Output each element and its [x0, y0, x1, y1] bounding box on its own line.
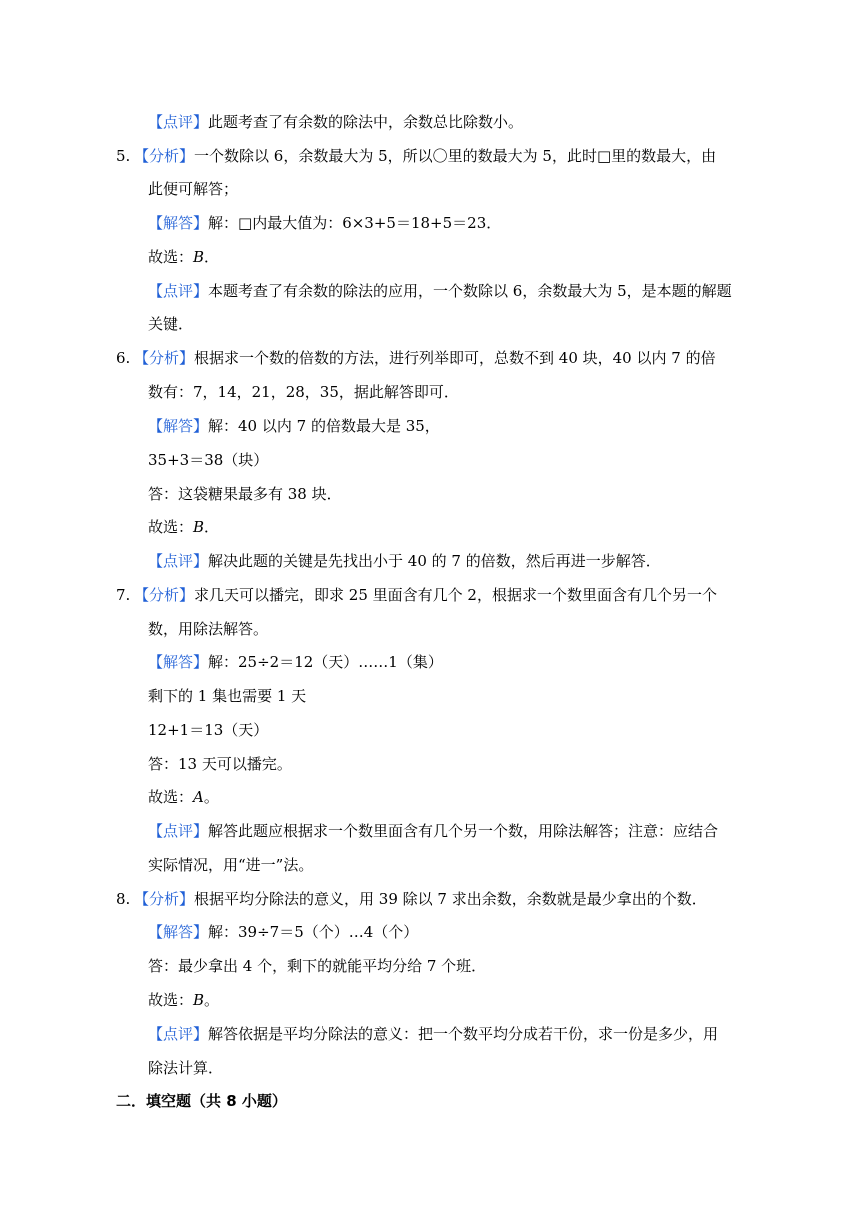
- analysis-line: 数，用除法解答。: [148, 620, 269, 638]
- choice-line: 故选：B．: [148, 248, 220, 266]
- answer-line: 【解答】解：□内最大值为：6×3+5＝18+5＝23．: [148, 214, 502, 232]
- section-title: 二．填空题（共 8 小题）: [116, 1092, 287, 1110]
- comment-line: 【点评】本题考查了有余数的除法的应用，一个数除以 6，余数最大为 5，是本题的解题: [148, 282, 732, 300]
- comment-line: 实际情况，用“进一”法。: [148, 856, 314, 874]
- comment-line: 关键．: [148, 315, 194, 333]
- answer-line: 【解答】解：40 以内 7 的倍数最大是 35，: [148, 417, 440, 435]
- analysis-line: 【分析】一个数除以 6，余数最大为 5，所以〇里的数最大为 5，此时□里的数最大，由: [134, 147, 717, 165]
- answer-line: 答：13 天可以播完。: [148, 755, 292, 773]
- analysis-line: 数有：7，14，21，28，35，据此解答即可．: [148, 383, 459, 401]
- question-number: 7.: [116, 586, 131, 604]
- analysis-line: 【分析】根据求一个数的倍数的方法，进行列举即可，总数不到 40 块，40 以内 7 的倍: [134, 349, 716, 367]
- comment-line: 【点评】解决此题的关键是先找出小于 40 的 7 的倍数，然后再进一步解答．: [148, 552, 661, 570]
- analysis-line: 此便可解答；: [148, 180, 239, 198]
- work-line: 35+3＝38（块）: [148, 451, 269, 469]
- comment-line: 【点评】此题考查了有余数的除法中，余数总比除数小。: [148, 113, 524, 131]
- comment-line: 【点评】解答此题应根据求一个数里面含有几个另一个数，用除法解答；注意：应结合: [148, 822, 719, 840]
- answer-line: 答：最少拿出 4 个，剩下的就能平均分给 7 个班．: [148, 957, 487, 975]
- comment-line: 【点评】解答依据是平均分除法的意义：把一个数平均分成若干份，求一份是多少，用: [148, 1025, 719, 1043]
- comment-line: 除法计算．: [148, 1059, 224, 1077]
- answer-line: 【解答】解：25÷2＝12（天）……1（集）: [148, 653, 443, 671]
- choice-line: 故选：A。: [148, 788, 219, 806]
- answer-line: 【解答】解：39÷7＝5（个）…4（个）: [148, 923, 419, 941]
- question-number: 8.: [116, 890, 131, 908]
- question-number: 5.: [116, 147, 131, 165]
- analysis-line: 【分析】求几天可以播完，即求 25 里面含有几个 2，根据求一个数里面含有几个另一个: [134, 586, 717, 604]
- work-line: 剩下的 1 集也需要 1 天: [148, 687, 307, 705]
- analysis-line: 【分析】根据平均分除法的意义，用 39 除以 7 求出余数，余数就是最少拿出的个数．: [134, 890, 707, 908]
- choice-line: 故选：B。: [148, 991, 220, 1009]
- choice-line: 故选：B．: [148, 518, 220, 536]
- answer-line: 答：这袋糖果最多有 38 块．: [148, 485, 342, 503]
- work-line: 12+1＝13（天）: [148, 721, 269, 739]
- question-number: 6.: [116, 349, 131, 367]
